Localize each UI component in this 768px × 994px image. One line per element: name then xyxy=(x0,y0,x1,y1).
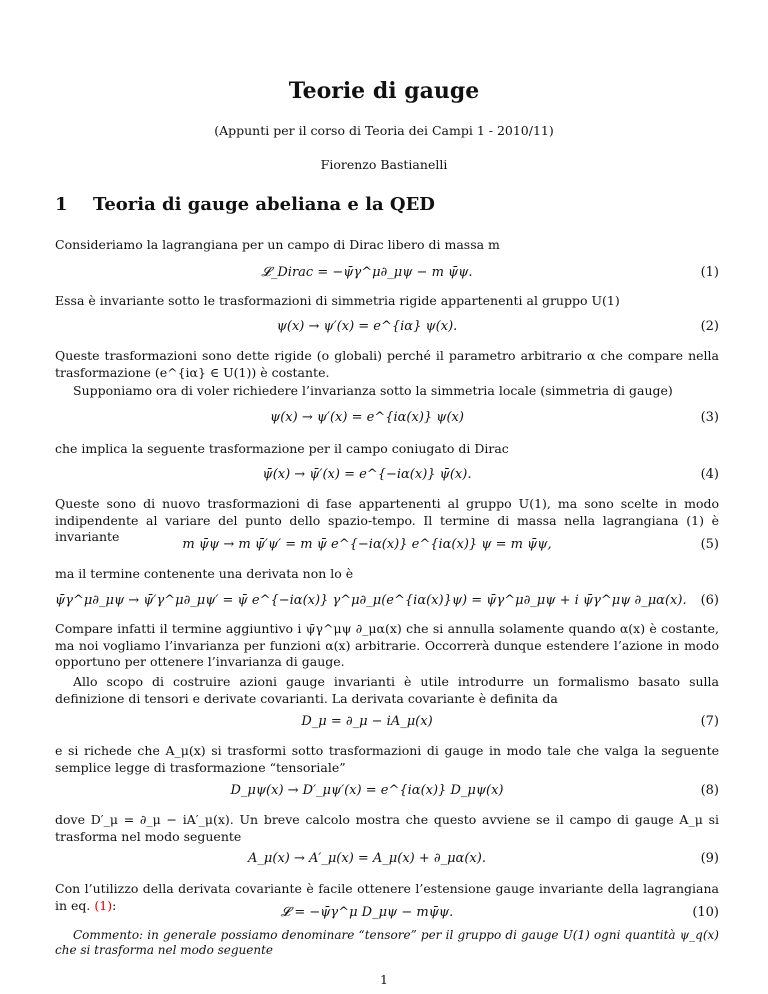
document-subtitle: (Appunti per il corso di Teoria dei Campi 1 - 2010/11) xyxy=(214,123,554,138)
equation-tag: (6) xyxy=(700,593,719,608)
equation-2 xyxy=(55,319,719,339)
paragraph-5: che implica la seguente trasformazione per il campo coniugato di Dirac xyxy=(55,441,509,456)
equation-8 xyxy=(55,783,719,803)
paragraph-7: ma il termine contenente una derivata non lo è xyxy=(55,566,354,581)
equation-body: D_μ = ∂_μ − iA_μ(x) xyxy=(301,714,433,729)
equation-1 xyxy=(55,265,719,285)
equation-tag: (1) xyxy=(700,265,719,280)
document-author: Fiorenzo Bastianelli xyxy=(320,157,448,172)
section-number: 1 xyxy=(55,194,68,215)
paragraph-13: Commento: in generale possiamo denominare “tensore” per il gruppo di gauge U(1) ogni quantità ψ_q(x) che si trasforma nel modo seguente xyxy=(55,928,719,957)
section-heading xyxy=(55,194,435,215)
equation-body: ψ(x) → ψ′(x) = e^{iα} ψ(x). xyxy=(276,319,458,334)
equation-10 xyxy=(55,905,719,925)
equation-body: ψ(x) → ψ′(x) = e^{iα(x)} ψ(x) xyxy=(270,410,464,425)
paragraph-12-end: : xyxy=(112,897,117,913)
paragraph-6: Queste sono di nuovo trasformazioni di fase appartenenti al gruppo U(1), ma sono scelte in modo indipendente al variare del punto dello spazio-tempo. Il termine di massa nella lagrangiana (1) è invariante xyxy=(55,496,719,544)
paragraph-4: Supponiamo ora di voler richiedere l’invarianza sotto la simmetria locale (simmetria di gauge) xyxy=(73,383,673,398)
equation-7 xyxy=(55,714,719,734)
equation-6 xyxy=(55,593,719,613)
paragraph-3: Queste trasformazioni sono dette rigide (o globali) perché il parametro arbitrario α che compare nella trasformazione (e^{iα} ∈ U(1)) è costante. xyxy=(55,348,719,380)
equation-ref-link[interactable]: (1) xyxy=(94,897,113,913)
equation-body: 𝓛 = −ψ̄γ^μ D_μψ − mψ̄ψ. xyxy=(280,905,454,920)
equation-body: m ψ̄ψ → m ψ̄′ψ′ = m ψ̄ e^{−iα(x)} e^{iα(x)} ψ = m ψ̄ψ, xyxy=(182,537,552,552)
equation-4 xyxy=(55,467,719,487)
paragraph-11: dove D′_μ = ∂_μ − iA′_μ(x). Un breve calcolo mostra che questo avviene se il campo di gauge A_μ si trasforma nel modo seguente xyxy=(55,812,719,844)
equation-body: A_μ(x) → A′_μ(x) = A_μ(x) + ∂_μα(x). xyxy=(248,851,486,866)
paragraph-12-text: Con l’utilizzo della derivata covariante è facile ottenere l’estensione gauge invariante della lagrangiana in eq. xyxy=(55,881,719,913)
paragraph-10: e si richede che A_μ(x) si trasformi sotto trasformazioni di gauge in modo tale che valga la seguente semplice legge di trasformazione “tensoriale” xyxy=(55,743,719,775)
equation-tag: (3) xyxy=(700,410,719,425)
equation-body: ψ̄γ^μ∂_μψ → ψ̄′γ^μ∂_μψ′ = ψ̄ e^{−iα(x)} γ^μ∂_μ(e^{iα(x)}ψ) = ψ̄γ^μ∂_μψ + i ψ̄γ^μψ ∂_μα(x). xyxy=(55,593,687,608)
equation-tag: (7) xyxy=(700,714,719,729)
paragraph-9: Allo scopo di costruire azioni gauge invarianti è utile introdurre un formalismo basato sulla definizione di tensori e derivate covarianti. La derivata covariante è definita da xyxy=(55,674,719,706)
document-title: Teorie di gauge xyxy=(288,78,480,104)
equation-5 xyxy=(55,537,719,557)
equation-tag: (8) xyxy=(700,783,719,798)
equation-9 xyxy=(55,851,719,871)
equation-tag: (4) xyxy=(700,467,719,482)
page-number: 1 xyxy=(380,972,388,987)
equation-tag: (5) xyxy=(700,537,719,552)
equation-3 xyxy=(55,410,719,430)
equation-tag: (9) xyxy=(700,851,719,866)
section-title: Teoria di gauge abeliana e la QED xyxy=(93,194,435,215)
equation-tag: (10) xyxy=(692,905,719,920)
paragraph-2: Essa è invariante sotto le trasformazioni di simmetria rigide appartenenti al gruppo U(1) xyxy=(55,293,620,308)
equation-body: D_μψ(x) → D′_μψ′(x) = e^{iα(x)} D_μψ(x) xyxy=(230,783,504,798)
equation-body: ψ̄(x) → ψ̄′(x) = e^{−iα(x)} ψ̄(x). xyxy=(262,467,472,482)
equation-body: 𝓛_Dirac = −ψ̄γ^μ∂_μψ − m ψ̄ψ. xyxy=(261,265,473,280)
paragraph-1: Consideriamo la lagrangiana per un campo di Dirac libero di massa m xyxy=(55,237,500,252)
paragraph-8: Compare infatti il termine aggiuntivo i ψ̄γ^μψ ∂_μα(x) che si annulla solamente quando α(x) è costante, ma noi vogliamo l’invarianza per funzioni α(x) arbitrarie. Occorrerà dunque estendere l’azione in modo opportuno per ottenere l’invarianza di gauge. xyxy=(55,621,719,669)
equation-tag: (2) xyxy=(700,319,719,334)
